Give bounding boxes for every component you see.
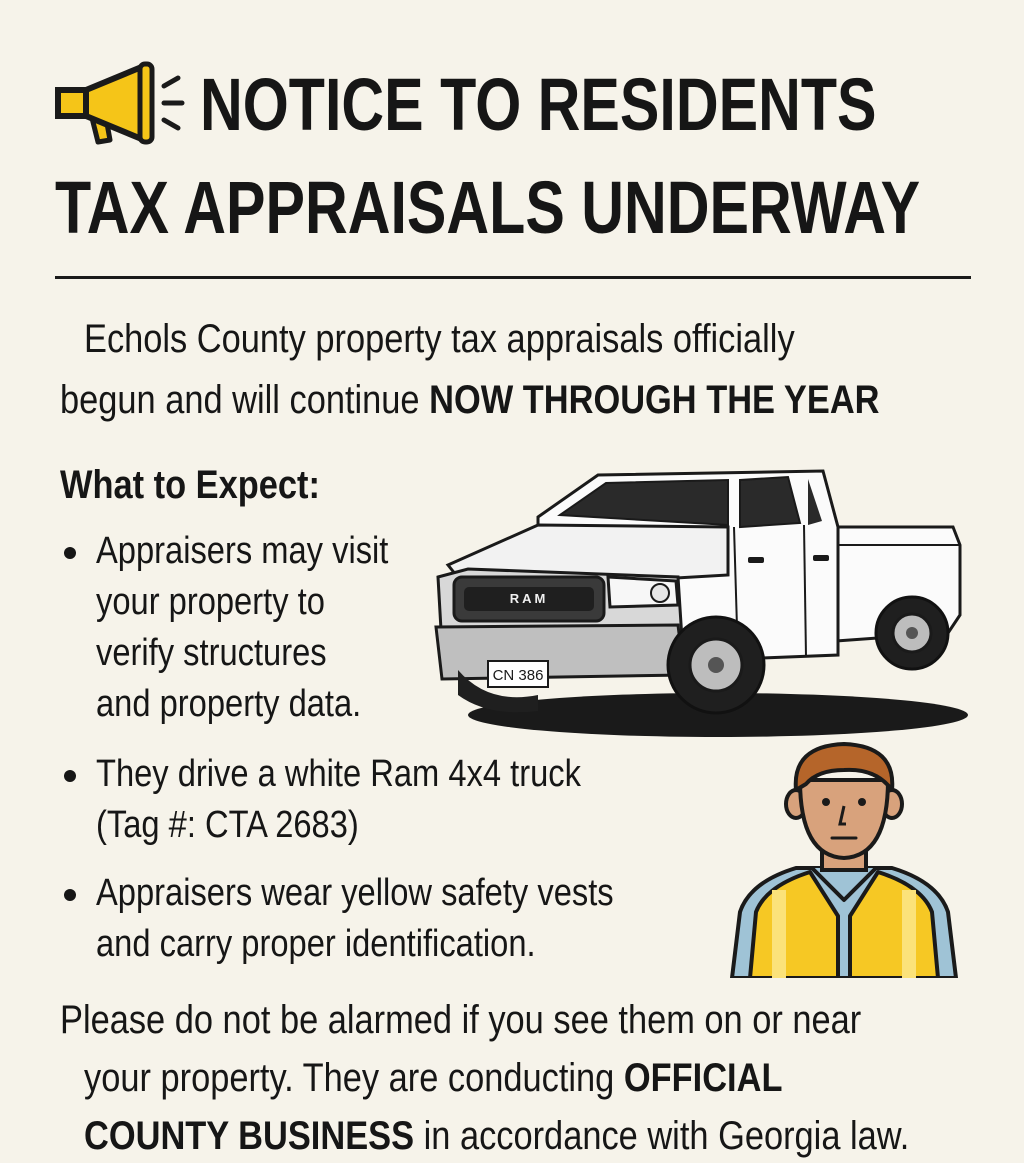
bullet-3-line-2: and carry proper identification.: [96, 923, 536, 965]
intro-line-1: Echols County property tax appraisals officially: [84, 317, 795, 361]
intro-emphasis: NOW THROUGH THE YEAR: [429, 378, 880, 422]
bullet-1-line-3: verify structures: [96, 632, 327, 674]
bullet-dot: [64, 547, 76, 559]
section-heading: What to Expect:: [60, 463, 320, 507]
bullet-2-line-2: (Tag #: CTA 2683): [96, 804, 359, 846]
plate-text: CN 386: [492, 667, 544, 684]
bullet-1-line-4: and property data.: [96, 683, 362, 725]
divider: [55, 276, 971, 279]
grille-text: RAM: [509, 591, 549, 606]
footer-line-3-text: in accordance with Georgia law.: [414, 1114, 910, 1158]
notice-title: NOTICE TO RESIDENTS: [200, 63, 877, 146]
footer-emphasis-1: OFFICIAL: [623, 1056, 783, 1100]
notice-subtitle: TAX APPRAISALS UNDERWAY: [55, 166, 921, 249]
bullet-3-line-1: Appraisers wear yellow safety vests: [96, 872, 614, 914]
appraiser-illustration: [726, 740, 962, 978]
bullet-1-line-1: Appraisers may visit: [96, 530, 389, 572]
footer-emphasis-2: COUNTY BUSINESS: [84, 1114, 415, 1158]
footer-line-2: [84, 1058, 782, 1098]
truck-illustration: [428, 465, 968, 745]
intro-line-2: [60, 380, 880, 420]
footer-line-3: [84, 1116, 909, 1156]
bullet-2-line-1: They drive a white Ram 4x4 truck: [96, 753, 581, 795]
footer-line-2-text: your property. They are conducting: [84, 1056, 624, 1100]
footer-line-1: Please do not be alarmed if you see them on or near: [60, 998, 862, 1042]
bullet-dot: [64, 889, 76, 901]
bullet-1-line-2: your property to: [96, 581, 325, 623]
intro-line-2-text: begun and will continue: [60, 378, 430, 422]
bullet-dot: [64, 770, 76, 782]
megaphone-icon: [52, 60, 192, 146]
